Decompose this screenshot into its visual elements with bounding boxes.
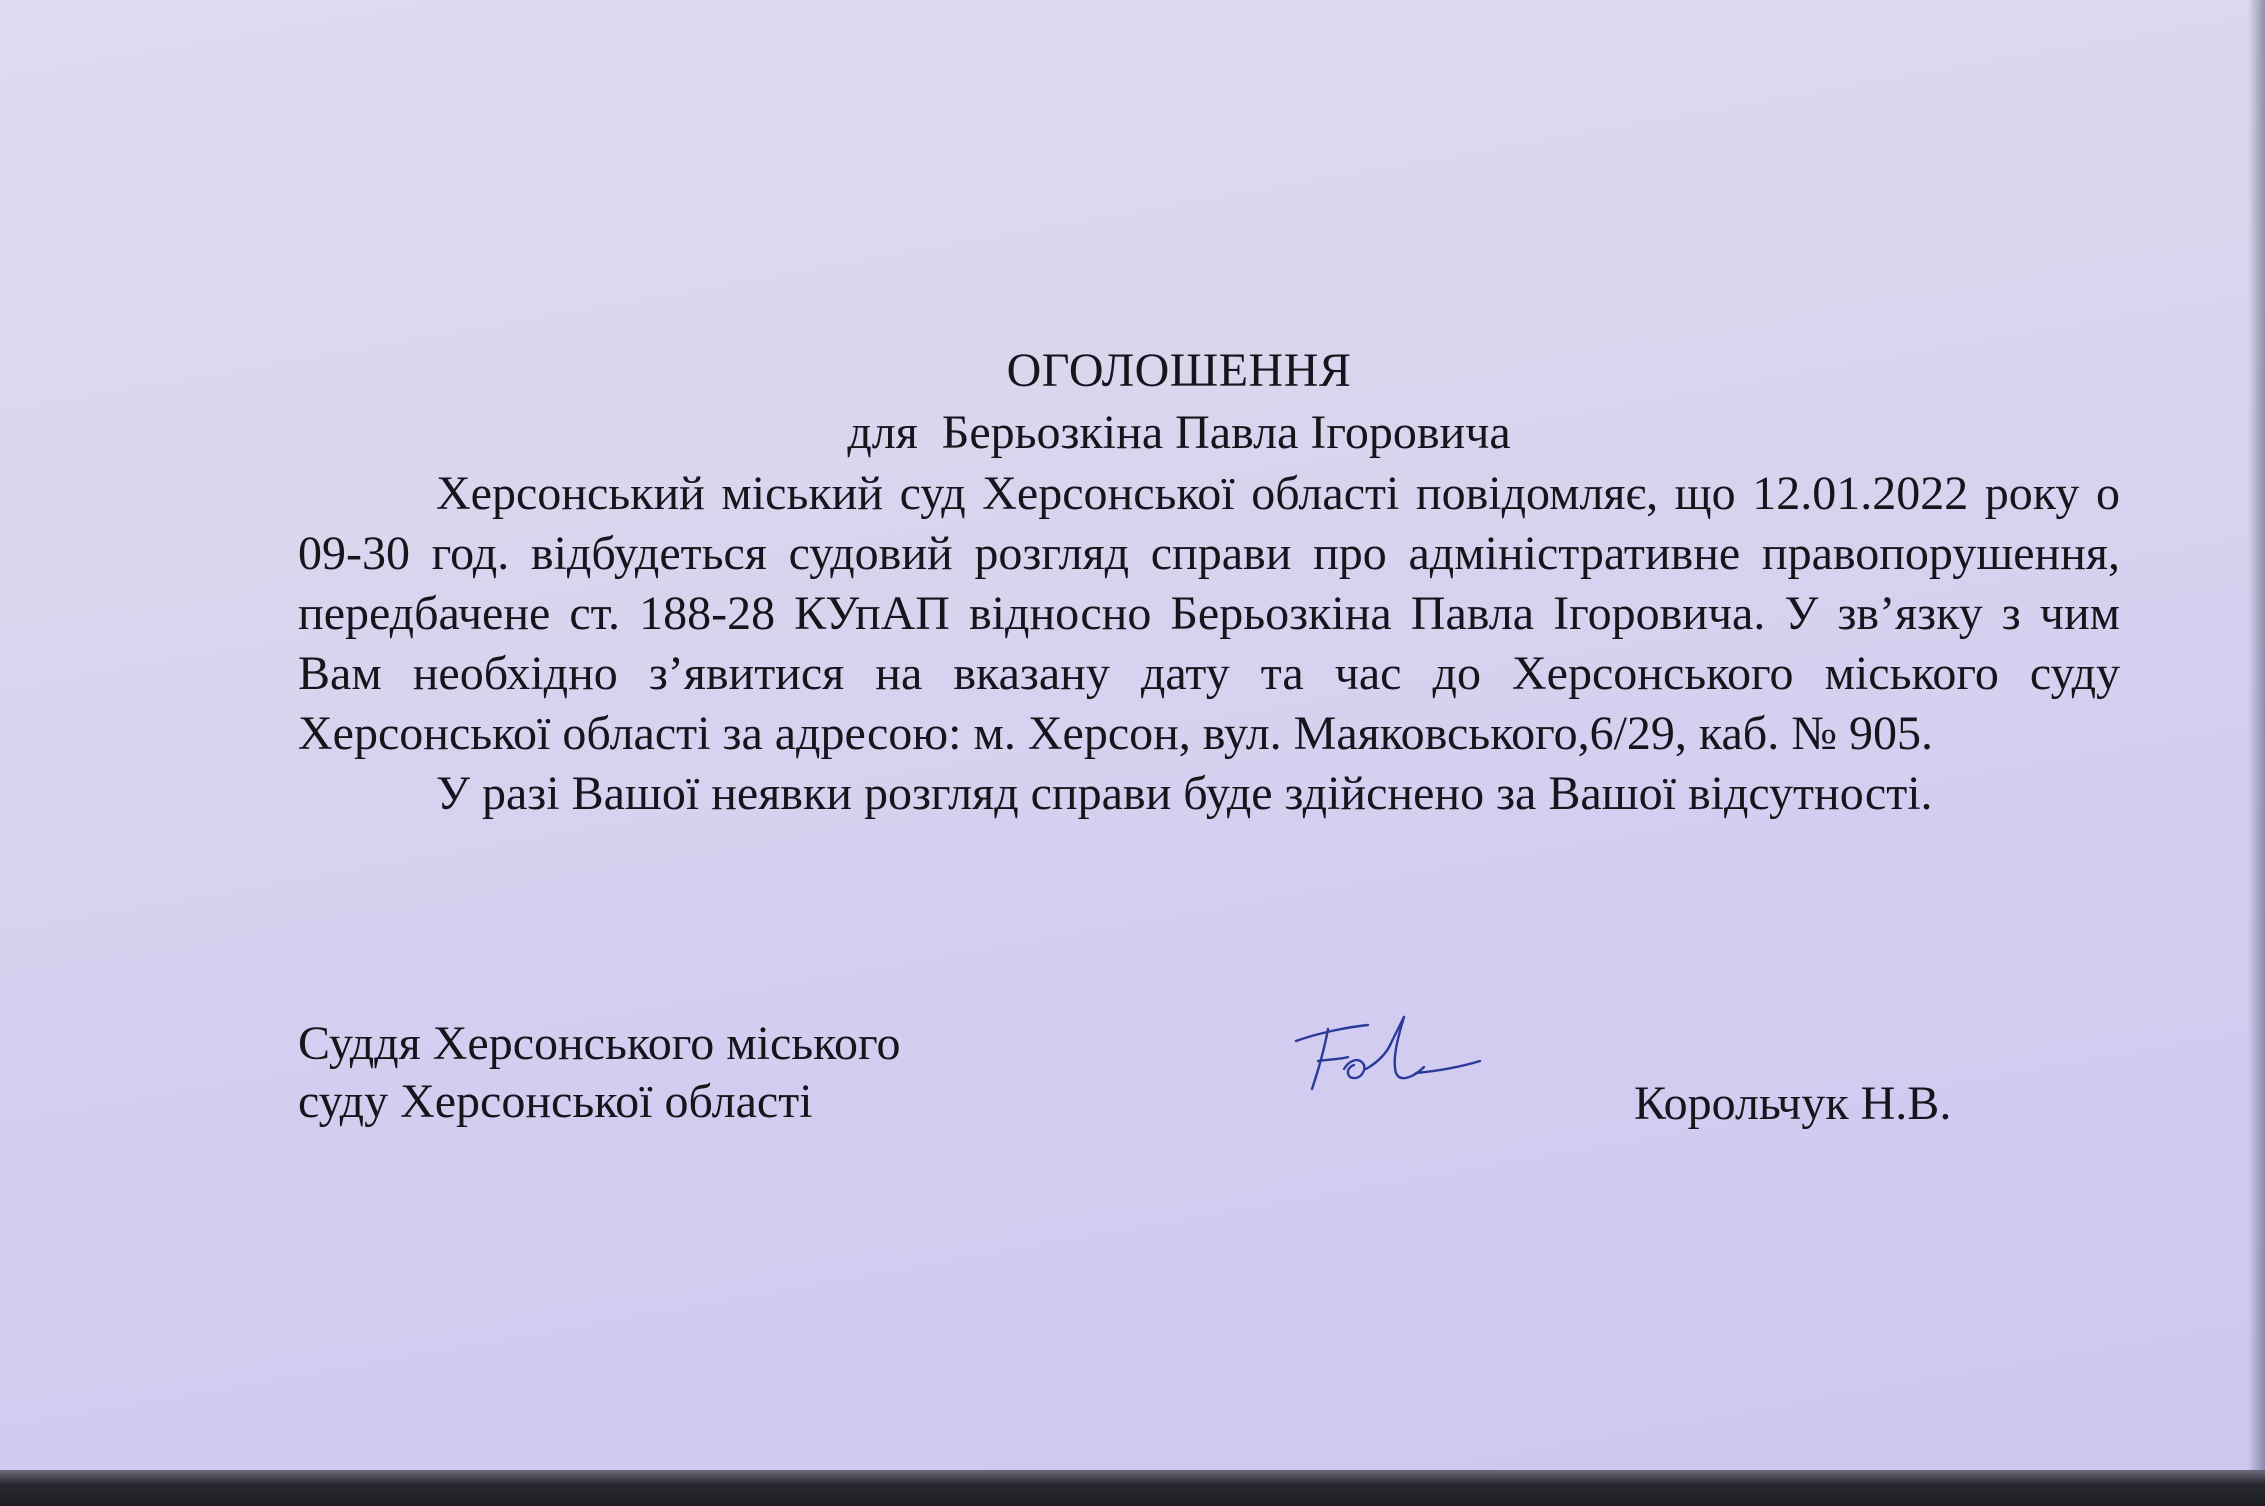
notice-paragraph-main: Херсонський міський суд Херсонської області повідомляє, що 12.01.2022 року о 09-30 год. відбудеться судовий розгляд справи про адміністративне правопорушення, передбачене ст. 188-28 КУпАП відносно Берьозкіна Павла Ігоровича. У зв’язку з чим Вам необхідно з’явитися на вказану дату та час до Херсонського міського суду Херсонської області за адресою: м. Херсон, вул. Маяковського,6/29, каб. № 905. [298,467,2120,760]
notice-paragraph-absence: У разі Вашої неявки розгляд справи буде здійснено за Вашої відсутності. [436,767,1933,820]
signature-block [298,1015,1998,1155]
handwritten-signature [1288,1011,1488,1101]
page-edge-shadow-bottom [0,1470,2265,1506]
judge-title-line-2: суду Херсонської області [298,1075,813,1128]
judge-name: Корольчук Н.В. [1634,1077,1952,1130]
notice-body [298,340,2120,824]
page-edge-shadow-right [2248,0,2265,1506]
notice-addressee: для Берьозкіна Павла Ігоровича [847,406,1511,459]
judge-title-line-1: Суддя Херсонського міського [298,1017,901,1070]
judge-title [298,1015,901,1131]
notice-title: ОГОЛОШЕННЯ [1006,344,1352,397]
